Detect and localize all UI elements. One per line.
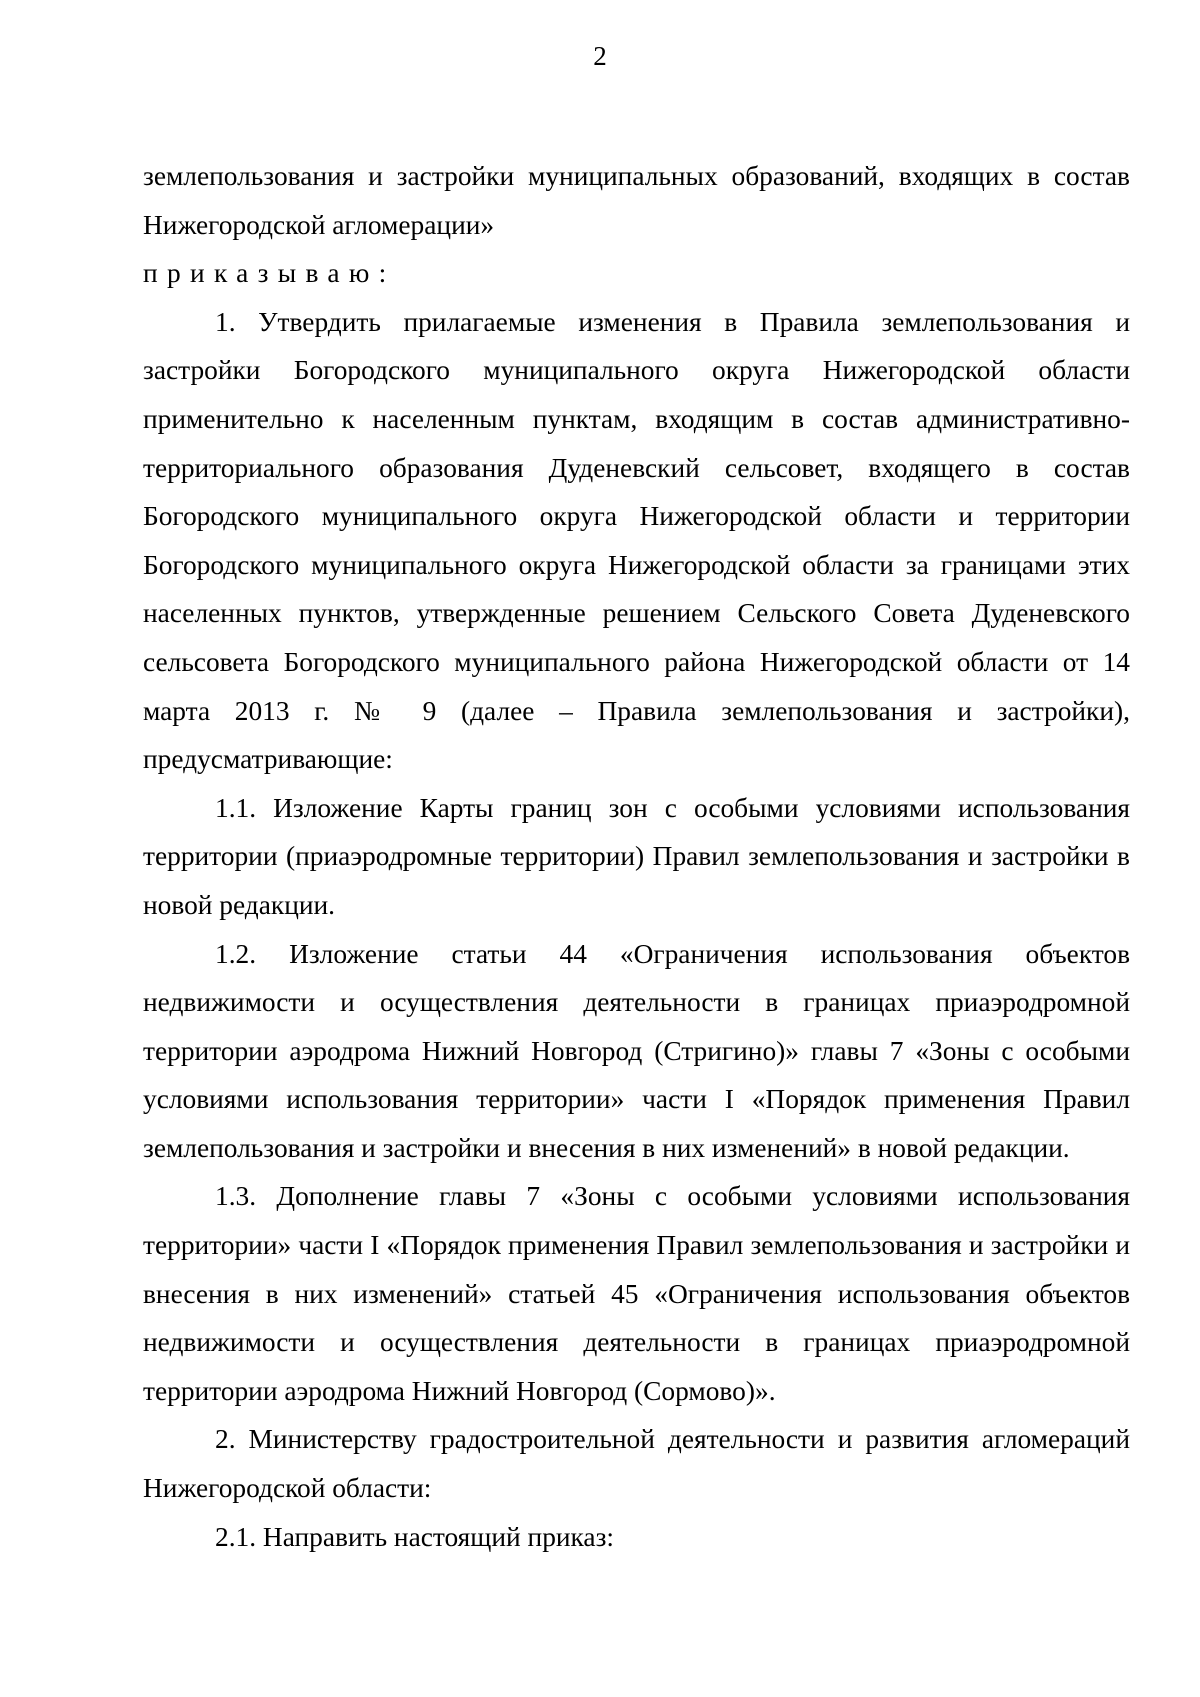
paragraph-1: 1. Утвердить прилагаемые изменения в Правила землепользования и застройки Богородского муниципального округа Нижегородской области применительно к населенным пунктам, входящим в состав административно-территориального образования Дуденевский сельсовет, входящего в состав Богородского муниципального округа Нижегородской области и территории Богородского муниципального округа Нижегородской области за границами этих населенных пунктов, утвержденные решением Сельского Совета Дуденевского сельсовета Богородского муниципального района Нижегородской области от 14 марта 2013 г. № 9 (далее – Правила землепользования и застройки), предусматривающие: (143, 306, 1130, 775)
paragraph-continuation: землепользования и застройки муниципальных образований, входящих в состав Нижегородской агломерации» (143, 161, 1130, 240)
order-word: приказываю: (143, 258, 396, 289)
paragraph-2-1: 2.1. Направить настоящий приказ: (215, 1521, 615, 1552)
paragraph-1-1: 1.1. Изложение Карты границ зон с особыми условиями использования территории (приаэродромные территории) Правил землепользования и застройки в новой редакции. (143, 792, 1130, 920)
document-body (143, 152, 1130, 1561)
paragraph-2: 2. Министерству градостроительной деятельности и развития агломераций Нижегородской области: (143, 1424, 1130, 1504)
paragraph-1-3: 1.3. Дополнение главы 7 «Зоны с особыми условиями использования территории» части I «Порядок применения Правил землепользования и застройки и внесения в них изменений» статьей 45 «Ограничения использования объектов недвижимости и осуществления деятельности в границах приаэродромной территории аэродрома Нижний Новгород (Сормово)». (143, 1181, 1130, 1406)
paragraph-1-2: 1.2. Изложение статьи 44 «Ограничения использования объектов недвижимости и осуществления деятельности в границах приаэродромной территории аэродрома Нижний Новгород (Стригино)» главы 7 «Зоны с особыми условиями использования территории» части I «Порядок применения Правил землепользования и застройки и внесения в них изменений» в новой редакции. (143, 938, 1130, 1163)
page-number: 2 (593, 41, 607, 71)
